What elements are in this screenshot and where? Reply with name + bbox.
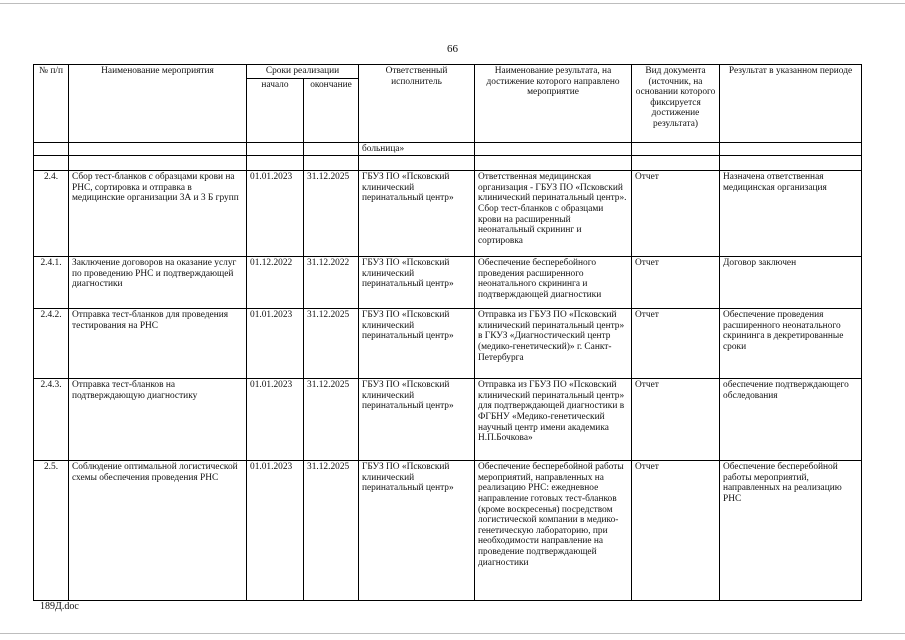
row-start: 01.01.2023 — [247, 461, 304, 601]
table-row — [34, 379, 862, 461]
continuation-text: больница» — [359, 142, 475, 156]
header-name: Наименование мероприятия — [69, 65, 247, 143]
row-outcome: Обеспечение проведения расширенного неонатального скрининга в декретированные сроки — [720, 309, 862, 379]
row-result: Обеспечение бесперебойной работы мероприятий, направленных на реализацию РНС: ежедневное направление готовых тест-бланков (кроме воскресенья) посредством логистической компании в медико-генетическую лабораторию, при необходимости направление на проведение подтверждающей диагностики — [475, 461, 632, 601]
header-end: окончание — [304, 78, 359, 142]
header-start: начало — [247, 78, 304, 142]
row-responsible: ГБУЗ ПО «Псковский клинический перинатальный центр» — [359, 171, 475, 257]
header-result-name: Наименование результата, на достижение которого направлено мероприятие — [475, 65, 632, 143]
row-result: Ответственная медицинская организация - ГБУЗ ПО «Псковский клинический перинатальный центр». Сбор тест-бланков с образцами крови на расширенный неонатальный скрининг и сортировка — [475, 171, 632, 257]
table-row — [34, 309, 862, 379]
row-responsible: ГБУЗ ПО «Псковский клинический перинатальный центр» — [359, 309, 475, 379]
row-result: Обеспечение бесперебойного проведения расширенного неонатального скрининга и подтверждающей диагностики — [475, 257, 632, 309]
row-name: Заключение договоров на оказание услуг по проведению РНС и подтверждающей диагностики — [69, 257, 247, 309]
row-doc: Отчет — [632, 171, 720, 257]
row-doc: Отчет — [632, 379, 720, 461]
row-outcome: Назначена ответственная медицинская организация — [720, 171, 862, 257]
row-outcome: обеспечение подтверждающего обследования — [720, 379, 862, 461]
row-responsible: ГБУЗ ПО «Псковский клинический перинатальный центр» — [359, 461, 475, 601]
row-outcome: Договор заключен — [720, 257, 862, 309]
continuation-row — [34, 142, 862, 156]
row-name: Отправка тест-бланков для проведения тестирования на РНС — [69, 309, 247, 379]
row-doc: Отчет — [632, 461, 720, 601]
spacer-row — [34, 156, 862, 171]
header-result-period: Результат в указанном периоде — [720, 65, 862, 143]
header-doc-type: Вид документа (источник, на основании которого фиксируется достижение результата) — [632, 65, 720, 143]
header-num: № п/п — [34, 65, 69, 143]
measures-table — [33, 64, 862, 601]
row-name: Сбор тест-бланков с образцами крови на РНС, сортировка и отправка в медицинские организации 3А и 3 Б групп — [69, 171, 247, 257]
row-start: 01.01.2023 — [247, 171, 304, 257]
row-num: 2.4.2. — [34, 309, 69, 379]
row-end: 31.12.2022 — [304, 257, 359, 309]
row-num: 2.4. — [34, 171, 69, 257]
row-result: Отправка из ГБУЗ ПО «Псковский клинический перинатальный центр» для подтверждающей диагностики в ФГБНУ «Медико-генетический научный центр имени академика Н.П.Бочкова» — [475, 379, 632, 461]
row-result: Отправка из ГБУЗ ПО «Псковский клинический перинатальный центр» в ГКУЗ «Диагностический центр (медико-генетический)» г. Санкт-Петербурга — [475, 309, 632, 379]
row-start: 01.01.2023 — [247, 309, 304, 379]
row-end: 31.12.2025 — [304, 461, 359, 601]
table-row — [34, 171, 862, 257]
header-row — [34, 65, 862, 79]
row-end: 31.12.2025 — [304, 309, 359, 379]
row-start: 01.12.2022 — [247, 257, 304, 309]
row-start: 01.01.2023 — [247, 379, 304, 461]
row-responsible: ГБУЗ ПО «Псковский клинический перинатальный центр» — [359, 257, 475, 309]
row-doc: Отчет — [632, 257, 720, 309]
scan-edge-top — [0, 3, 905, 4]
row-outcome: Обеспечение бесперебойной работы мероприятий, направленных на реализацию РНС — [720, 461, 862, 601]
header-terms: Сроки реализации — [247, 65, 359, 79]
row-num: 2.4.1. — [34, 257, 69, 309]
row-name: Соблюдение оптимальной логистической схемы обеспечения проведения РНС — [69, 461, 247, 601]
row-end: 31.12.2025 — [304, 171, 359, 257]
row-num: 2.5. — [34, 461, 69, 601]
row-responsible: ГБУЗ ПО «Псковский клинический перинатальный центр» — [359, 379, 475, 461]
row-name: Отправка тест-бланков на подтверждающую диагностику — [69, 379, 247, 461]
page-number: 66 — [447, 43, 458, 55]
scan-edge-bottom — [0, 633, 905, 634]
table-row — [34, 461, 862, 601]
table-row — [34, 257, 862, 309]
header-responsible: Ответственный исполнитель — [359, 65, 475, 143]
row-num: 2.4.3. — [34, 379, 69, 461]
footer-filename: 189Д.doc — [40, 601, 79, 612]
row-end: 31.12.2025 — [304, 379, 359, 461]
row-doc: Отчет — [632, 309, 720, 379]
